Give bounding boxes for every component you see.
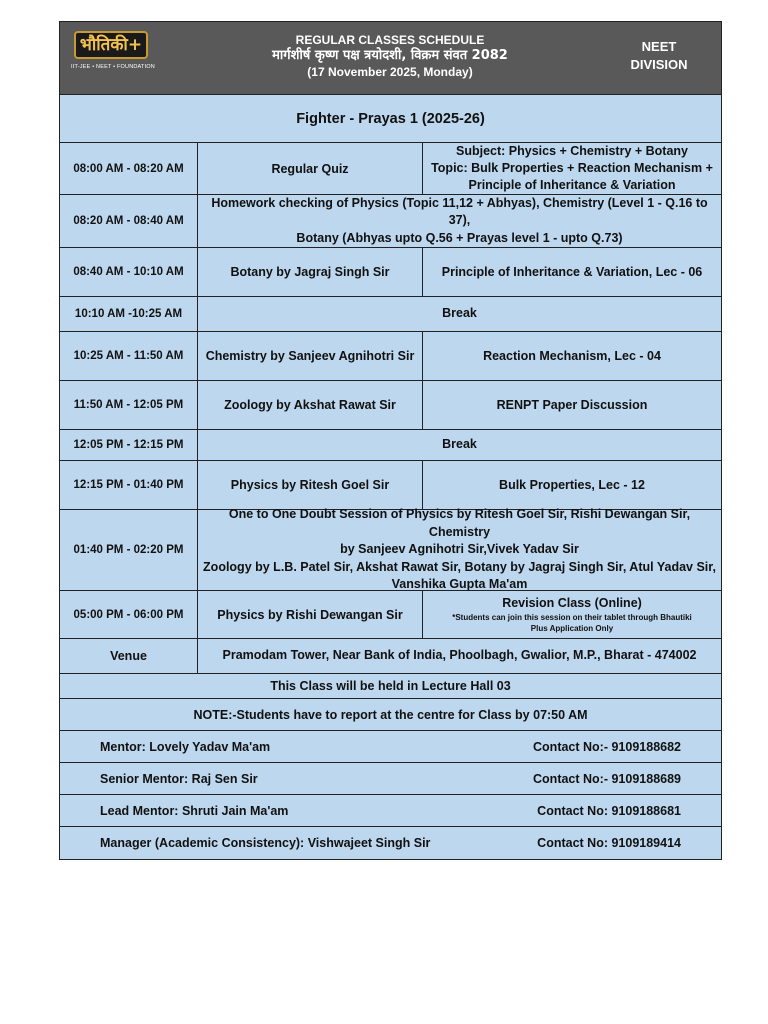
time-slot: 05:00 PM - 06:00 PM	[60, 591, 198, 638]
time-slot: 12:15 PM - 01:40 PM	[60, 461, 198, 509]
detail-line: Topic: Bulk Properties + Reaction Mechanism +	[431, 161, 713, 175]
contact-row	[60, 795, 721, 827]
contact-entry	[60, 763, 721, 794]
schedule-row	[60, 297, 721, 332]
contact-row	[60, 763, 721, 795]
span-line: One to One Doubt Session of Physics by Ritesh Goel Sir, Rishi Dewangan Sir, Chemistry	[228, 507, 691, 539]
contact-role: Senior Mentor: Raj Sen Sir	[100, 771, 258, 786]
reporting-note: NOTE:-Students have to report at the centre for Class by 07:50 AM	[193, 707, 588, 722]
contact-role: Lead Mentor: Shruti Jain Ma'am	[100, 803, 289, 818]
schedule-row	[60, 430, 721, 461]
logo-tagline: IIT-JEE • NEET • FOUNDATION	[71, 64, 155, 70]
batch-title-row	[60, 95, 721, 143]
schedule-row	[60, 461, 721, 510]
activity-detail: Principle of Inheritance & Variation, Lec - 06	[441, 264, 703, 279]
span-line: Homework checking of Physics (Topic 11,12 + Abhyas), Chemistry (Level 1 - Q.16 to 37),	[211, 195, 708, 228]
contact-entry	[60, 795, 721, 826]
activity: Physics by Rishi Dewangan Sir	[198, 591, 423, 638]
activity-detail: RENPT Paper Discussion	[496, 397, 648, 412]
span-line: Botany (Abhyas upto Q.56 + Prayas level 1 - upto Q.73)	[296, 230, 623, 245]
batch-title: Fighter - Prayas 1 (2025-26)	[296, 110, 485, 127]
header-title-block	[210, 32, 570, 80]
contact-phone: Contact No: 9109188681	[537, 803, 681, 818]
hindi-calendar-date: मार्गशीर्ष कृष्ण पक्ष त्रयोदशी, विक्रम संवत 2082	[272, 48, 508, 63]
schedule-row	[60, 507, 721, 592]
lecture-hall-row	[60, 674, 721, 699]
contact-phone: Contact No: 9109189414	[537, 836, 681, 850]
time-slot: 08:20 AM - 08:40 AM	[60, 195, 198, 247]
bhautiki-plus-logo	[71, 31, 155, 76]
lecture-hall-note: This Class will be held in Lecture Hall 03	[270, 679, 511, 693]
activity-detail: Reaction Mechanism, Lec - 04	[483, 348, 661, 363]
activity: Physics by Ritesh Goel Sir	[198, 461, 423, 509]
time-slot: 08:00 AM - 08:20 AM	[60, 143, 198, 194]
contact-row	[60, 827, 721, 859]
division-label	[609, 38, 709, 74]
break-label: Break	[442, 437, 477, 452]
activity-span	[198, 195, 721, 247]
time-slot: 08:40 AM - 10:10 AM	[60, 248, 198, 296]
division-line-1: NEET	[641, 39, 677, 54]
time-slot: 10:10 AM -10:25 AM	[60, 297, 198, 331]
online-note: Plus Application Only	[530, 624, 614, 633]
detail-line: Principle of Inheritance & Variation	[468, 178, 676, 192]
time-slot: 12:05 PM - 12:15 PM	[60, 430, 198, 460]
contact-entry	[60, 827, 721, 859]
online-note: *Students can join this session on their tablet through Bhautiki	[452, 613, 692, 622]
activity: Botany by Jagraj Singh Sir	[198, 248, 423, 296]
time-slot: 01:40 PM - 02:20 PM	[60, 510, 198, 590]
activity-detail	[423, 591, 721, 638]
schedule-row	[60, 591, 721, 639]
contact-phone: Contact No:- 9109188689	[533, 771, 681, 786]
activity: Regular Quiz	[198, 143, 423, 194]
schedule-date: (17 November 2025, Monday)	[307, 65, 473, 79]
contact-entry	[60, 731, 721, 762]
span-line: Vanshika Gupta Ma'am	[391, 577, 528, 592]
detail-line: Revision Class (Online)	[502, 596, 642, 610]
contact-row	[60, 731, 721, 763]
schedule-row	[60, 381, 721, 430]
venue-label: Venue	[60, 639, 198, 673]
activity: Zoology by Akshat Rawat Sir	[198, 381, 423, 429]
activity-detail	[423, 143, 721, 194]
schedule-row	[60, 332, 721, 381]
span-line: Zoology by L.B. Patel Sir, Akshat Rawat Sir, Botany by Jagraj Singh Sir, Atul Yadav Sir,	[203, 559, 716, 574]
division-line-2: DIVISION	[630, 57, 688, 72]
contact-role: Mentor: Lovely Yadav Ma'am	[100, 739, 271, 754]
span-line: by Sanjeev Agnihotri Sir,Vivek Yadav Sir	[340, 542, 579, 557]
activity-span	[198, 507, 721, 592]
contact-phone: Contact No:- 9109188682	[533, 739, 681, 754]
venue-row	[60, 639, 721, 674]
break-label: Break	[442, 306, 477, 321]
schedule-sheet	[59, 21, 722, 860]
schedule-row	[60, 195, 721, 248]
time-slot: 11:50 AM - 12:05 PM	[60, 381, 198, 429]
activity: Chemistry by Sanjeev Agnihotri Sir	[198, 332, 423, 380]
time-slot: 10:25 AM - 11:50 AM	[60, 332, 198, 380]
schedule-header	[60, 22, 721, 95]
schedule-row	[60, 143, 721, 195]
schedule-row	[60, 248, 721, 297]
schedule-title: REGULAR CLASSES SCHEDULE	[295, 33, 485, 47]
venue-address: Pramodam Tower, Near Bank of India, Phoolbagh, Gwalior, M.P., Bharat - 474002	[222, 648, 697, 663]
detail-line: Subject: Physics + Chemistry + Botany	[455, 144, 689, 158]
logo-wordmark: भौतिकी+	[74, 31, 148, 59]
contact-role: Manager (Academic Consistency): Vishwajeet Singh Sir	[100, 836, 431, 850]
activity-detail: Bulk Properties, Lec - 12	[499, 477, 645, 492]
note-row	[60, 699, 721, 731]
